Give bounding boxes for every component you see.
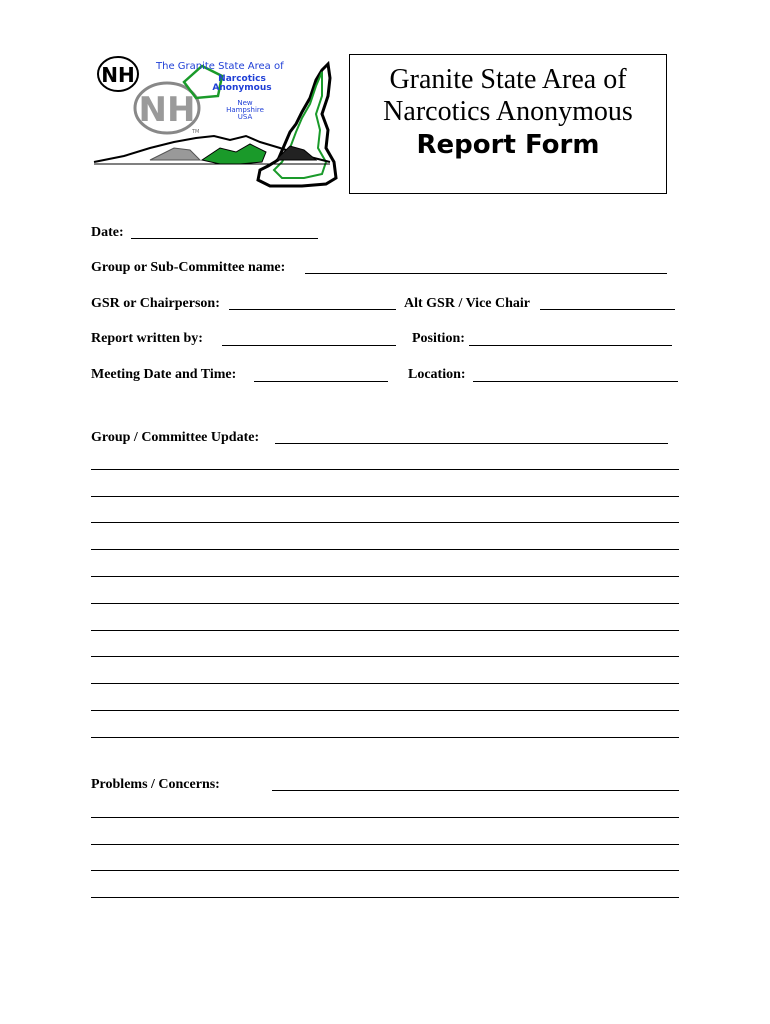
- update-line[interactable]: [91, 737, 679, 738]
- problems-line[interactable]: [91, 870, 679, 871]
- update-line[interactable]: [91, 683, 679, 684]
- title-line-2: Narcotics Anonymous: [383, 96, 633, 127]
- written-by-field[interactable]: [222, 345, 396, 346]
- nh-small-emblem: [98, 57, 138, 91]
- nh-large-monogram: NH: [138, 90, 196, 130]
- update-line[interactable]: [91, 576, 679, 577]
- update-line[interactable]: [91, 656, 679, 657]
- problems-line[interactable]: [91, 817, 679, 818]
- mountain-green-fill: [202, 144, 266, 164]
- title-box: [349, 54, 667, 194]
- logo-text-top: The Granite State Area of: [156, 61, 284, 72]
- problems-label: Problems / Concerns:: [91, 777, 220, 792]
- update-line[interactable]: [91, 522, 679, 523]
- alt-gsr-label: Alt GSR / Vice Chair: [404, 296, 530, 311]
- update-line[interactable]: [91, 710, 679, 711]
- state-outline-inner: [274, 72, 326, 178]
- mountain-grey-fill: [150, 148, 200, 160]
- gsr-field[interactable]: [229, 309, 396, 310]
- meeting-date-field[interactable]: [254, 381, 388, 382]
- logo-text-narcotics: Narcotics: [218, 74, 266, 84]
- position-label: Position:: [412, 331, 465, 346]
- problems-field-first-line[interactable]: [272, 790, 679, 791]
- nh-small-monogram: NH: [101, 63, 135, 87]
- logo-text-anonymous: Anonymous: [212, 83, 272, 93]
- group-name-label: Group or Sub-Committee name:: [91, 260, 286, 275]
- logo-text-usa: USA: [237, 113, 253, 121]
- date-field[interactable]: [131, 238, 318, 239]
- update-line[interactable]: [91, 603, 679, 604]
- location-field[interactable]: [473, 381, 678, 382]
- location-label: Location:: [408, 367, 466, 382]
- problems-line[interactable]: [91, 897, 679, 898]
- gsr-label: GSR or Chairperson:: [91, 296, 220, 311]
- update-line[interactable]: [91, 469, 679, 470]
- update-line[interactable]: [91, 549, 679, 550]
- meeting-date-label: Meeting Date and Time:: [91, 367, 237, 382]
- title-line-3: Report Form: [416, 130, 600, 160]
- update-field-first-line[interactable]: [275, 443, 668, 444]
- logo-text-new: New: [237, 99, 253, 107]
- trademark-text: TM: [192, 129, 200, 135]
- position-field[interactable]: [469, 345, 672, 346]
- update-line[interactable]: [91, 630, 679, 631]
- group-name-field[interactable]: [305, 273, 667, 274]
- logo-text-hampshire: Hampshire: [226, 106, 264, 114]
- title-line-1: Granite State Area of: [389, 64, 627, 95]
- problems-line[interactable]: [91, 844, 679, 845]
- written-by-label: Report written by:: [91, 331, 203, 346]
- date-label: Date:: [91, 225, 124, 240]
- granite-state-area-logo: [90, 52, 340, 192]
- alt-gsr-field[interactable]: [540, 309, 675, 310]
- update-line[interactable]: [91, 496, 679, 497]
- update-label: Group / Committee Update:: [91, 430, 260, 445]
